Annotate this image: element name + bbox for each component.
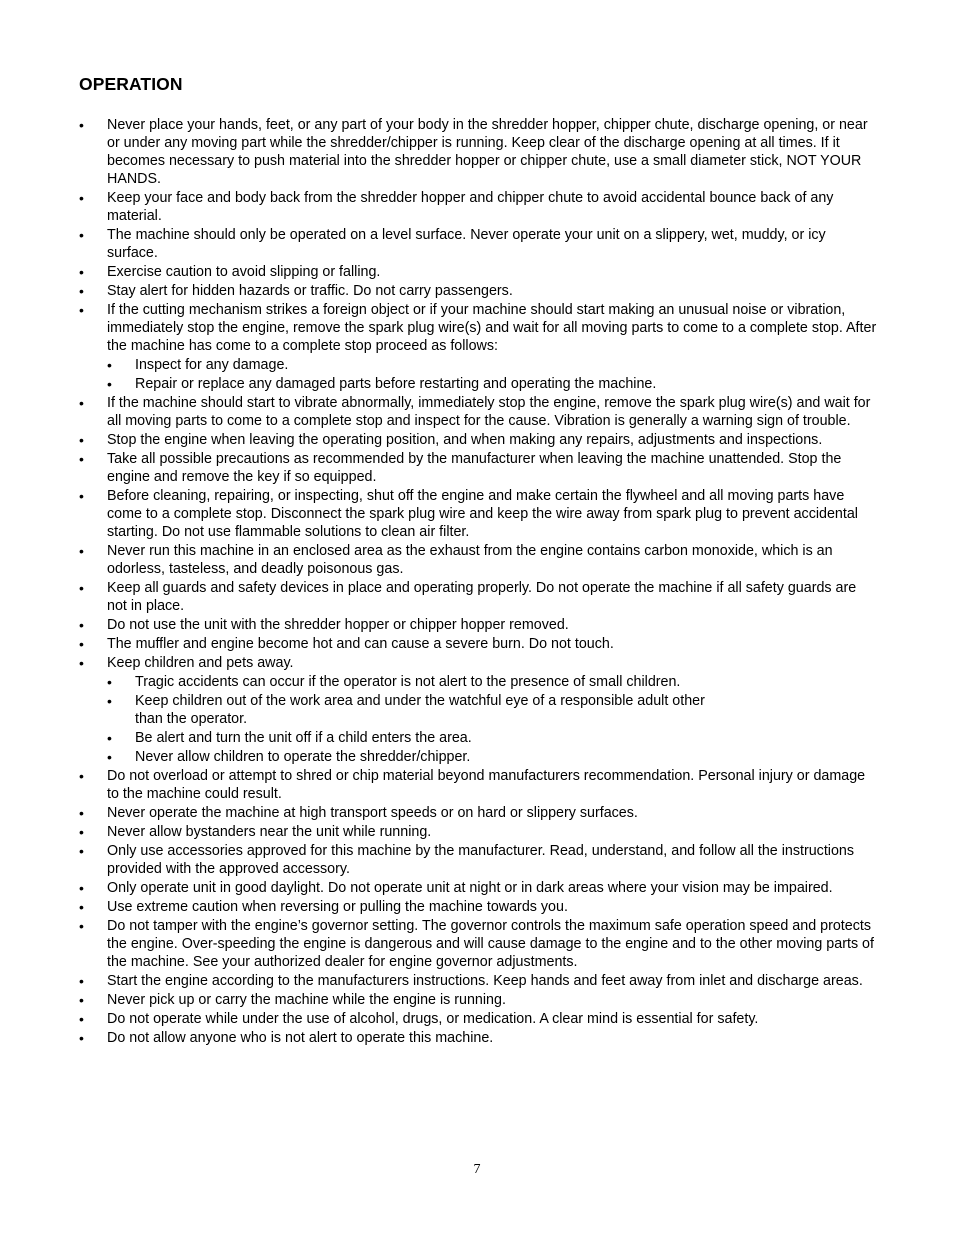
list-item-text: The muffler and engine become hot and can cause a severe burn. Do not touch. — [107, 636, 614, 652]
bullet-icon: • — [79, 824, 84, 840]
list-item-text: Tragic accidents can occur if the operator is not alert to the presence of small children. — [135, 674, 681, 690]
list-item-text: Take all possible precautions as recommended by the manufacturer when leaving the machine unattended. Stop the engine and remove the key if so equipped. — [107, 451, 842, 485]
bullet-icon: • — [79, 843, 84, 859]
list-item — [0, 1010, 878, 1028]
bullet-icon: • — [79, 880, 84, 896]
list-item-text: Exercise caution to avoid slipping or falling. — [107, 264, 381, 280]
bullet-icon: • — [79, 973, 84, 989]
bullet-icon: • — [79, 227, 84, 243]
list-item — [0, 898, 878, 916]
list-item-text: Never allow bystanders near the unit while running. — [107, 824, 432, 840]
list-item — [0, 991, 878, 1009]
list-item — [0, 842, 878, 878]
list-item-text: Keep all guards and safety devices in place and operating properly. Do not operate the machine if all safety guards are not in place. — [107, 580, 857, 614]
sub-list-item — [0, 729, 878, 747]
bullet-icon: • — [79, 768, 84, 784]
list-item-text: Do not allow anyone who is not alert to operate this machine. — [107, 1030, 494, 1046]
list-item-text: Before cleaning, repairing, or inspecting, shut off the engine and make certain the flywheel and all moving parts have come to a complete stop. Disconnect the spark plug wire and keep the wire away from spark plug to prevent accidental starting. Do not use flammable solutions to clean air filter. — [107, 488, 858, 540]
list-item-text: Do not tamper with the engine’s governor setting. The governor controls the maximum safe operation speed and protects the engine. Over-speeding the engine is dangerous and will cause damage to the engine and to the other moving parts of the machine. See your authorized dealer for engine governor adjustments. — [107, 918, 874, 970]
sub-list-item — [0, 375, 878, 393]
list-item-text: Keep your face and body back from the shredder hopper and chipper chute to avoid accidental bounce back of any material. — [107, 190, 834, 224]
list-item-text: Never allow children to operate the shredder/chipper. — [135, 749, 471, 765]
list-item — [0, 431, 878, 449]
list-item-text: Stay alert for hidden hazards or traffic. Do not carry passengers. — [107, 283, 513, 299]
list-item-text: Never pick up or carry the machine while the engine is running. — [107, 992, 506, 1008]
list-item — [0, 917, 878, 971]
bullet-icon: • — [79, 543, 84, 559]
list-item — [0, 972, 878, 990]
sub-list-item — [0, 673, 878, 691]
bullet-icon: • — [79, 395, 84, 411]
bullet-icon: • — [79, 992, 84, 1008]
bullet-icon: • — [79, 1011, 84, 1027]
list-item-text: Do not operate while under the use of alcohol, drugs, or medication. A clear mind is essential for safety. — [107, 1011, 759, 1027]
list-item — [0, 189, 878, 225]
list-item — [0, 579, 878, 615]
bullet-icon: • — [79, 580, 84, 596]
list-item — [0, 282, 878, 300]
list-item-text: The machine should only be operated on a level surface. Never operate your unit on a slippery, wet, muddy, or icy surface. — [107, 227, 826, 261]
bullet-icon: • — [107, 749, 112, 765]
list-item — [0, 616, 878, 634]
list-item — [0, 394, 878, 430]
list-item-text: Only operate unit in good daylight. Do not operate unit at night or in dark areas where your vision may be impaired. — [107, 880, 833, 896]
list-item — [0, 226, 878, 262]
bullet-icon: • — [107, 357, 112, 373]
section-heading: OPERATION — [79, 74, 183, 94]
list-item — [0, 301, 878, 355]
bullet-icon: • — [79, 805, 84, 821]
list-item-text: Never place your hands, feet, or any part of your body in the shredder hopper, chipper chute, discharge opening, or near or under any moving part while the shredder/chipper is running. Keep clear of the discharge opening at all times. If it becomes necessary to push material into the shredder hopper or chipper chute, use a small diameter stick, NOT YOUR HANDS. — [107, 117, 868, 187]
list-item — [0, 487, 878, 541]
list-item-text: Stop the engine when leaving the operating position, and when making any repairs, adjustments and inspections. — [107, 432, 823, 448]
list-item-text: Inspect for any damage. — [135, 357, 289, 373]
list-item-text: Never run this machine in an enclosed area as the exhaust from the engine contains carbon monoxide, which is an odorless, tasteless, and deadly poisonous gas. — [107, 543, 833, 577]
list-item-text: Repair or replace any damaged parts before restarting and operating the machine. — [135, 376, 657, 392]
list-item-text: Do not use the unit with the shredder hopper or chipper hopper removed. — [107, 617, 569, 633]
list-item-text: If the cutting mechanism strikes a foreign object or if your machine should start making an unusual noise or vibration, immediately stop the engine, remove the spark plug wire(s) and wait for all moving parts to come to a complete stop. After the machine has come to a complete stop proceed as follows: — [107, 302, 877, 354]
list-item — [0, 542, 878, 578]
operation-rules-list — [0, 116, 954, 1048]
list-item-text: Never operate the machine at high transport speeds or on hard or slippery surfaces. — [107, 805, 638, 821]
bullet-icon: • — [79, 617, 84, 633]
list-item-text: Use extreme caution when reversing or pulling the machine towards you. — [107, 899, 568, 915]
list-item-text: Start the engine according to the manufacturers instructions. Keep hands and feet away from inlet and discharge areas. — [107, 973, 863, 989]
bullet-icon: • — [79, 264, 84, 280]
bullet-icon: • — [107, 674, 112, 690]
list-item — [0, 823, 878, 841]
list-item — [0, 879, 878, 897]
list-item-text: Be alert and turn the unit off if a child enters the area. — [135, 730, 472, 746]
list-item-text: If the machine should start to vibrate abnormally, immediately stop the engine, remove the spark plug wire(s) and wait for all moving parts to come to a complete stop and inspect for the cause. Vibration is generally a warning sign of trouble. — [107, 395, 871, 429]
list-item — [0, 654, 878, 672]
bullet-icon: • — [79, 488, 84, 504]
list-item-text: Only use accessories approved for this machine by the manufacturer. Read, understand, and follow all the instructions provided with the approved accessory. — [107, 843, 855, 877]
list-item — [0, 116, 878, 188]
bullet-icon: • — [79, 655, 84, 671]
bullet-icon: • — [79, 636, 84, 652]
bullet-icon: • — [79, 1030, 84, 1046]
list-item — [0, 450, 878, 486]
bullet-icon: • — [107, 693, 112, 709]
sub-list-item — [0, 356, 878, 374]
list-item-text: Do not overload or attempt to shred or chip material beyond manufacturers recommendation. Personal injury or damage to the machine could result. — [107, 768, 866, 802]
list-item — [0, 635, 878, 653]
bullet-icon: • — [107, 730, 112, 746]
bullet-icon: • — [79, 302, 84, 318]
sub-list-item — [0, 692, 878, 728]
sub-list-item — [0, 748, 878, 766]
list-item — [0, 804, 878, 822]
list-item — [0, 1029, 878, 1047]
bullet-icon: • — [79, 918, 84, 934]
bullet-icon: • — [79, 899, 84, 915]
bullet-icon: • — [79, 117, 84, 133]
bullet-icon: • — [79, 283, 84, 299]
page-number: 7 — [473, 1162, 481, 1177]
bullet-icon: • — [79, 432, 84, 448]
bullet-icon: • — [107, 376, 112, 392]
bullet-icon: • — [79, 190, 84, 206]
list-item-text: Keep children out of the work area and under the watchful eye of a responsible adult other than the operator. — [135, 693, 705, 727]
bullet-icon: • — [79, 451, 84, 467]
list-item-text: Keep children and pets away. — [107, 655, 294, 671]
list-item — [0, 767, 878, 803]
list-item — [0, 263, 878, 281]
